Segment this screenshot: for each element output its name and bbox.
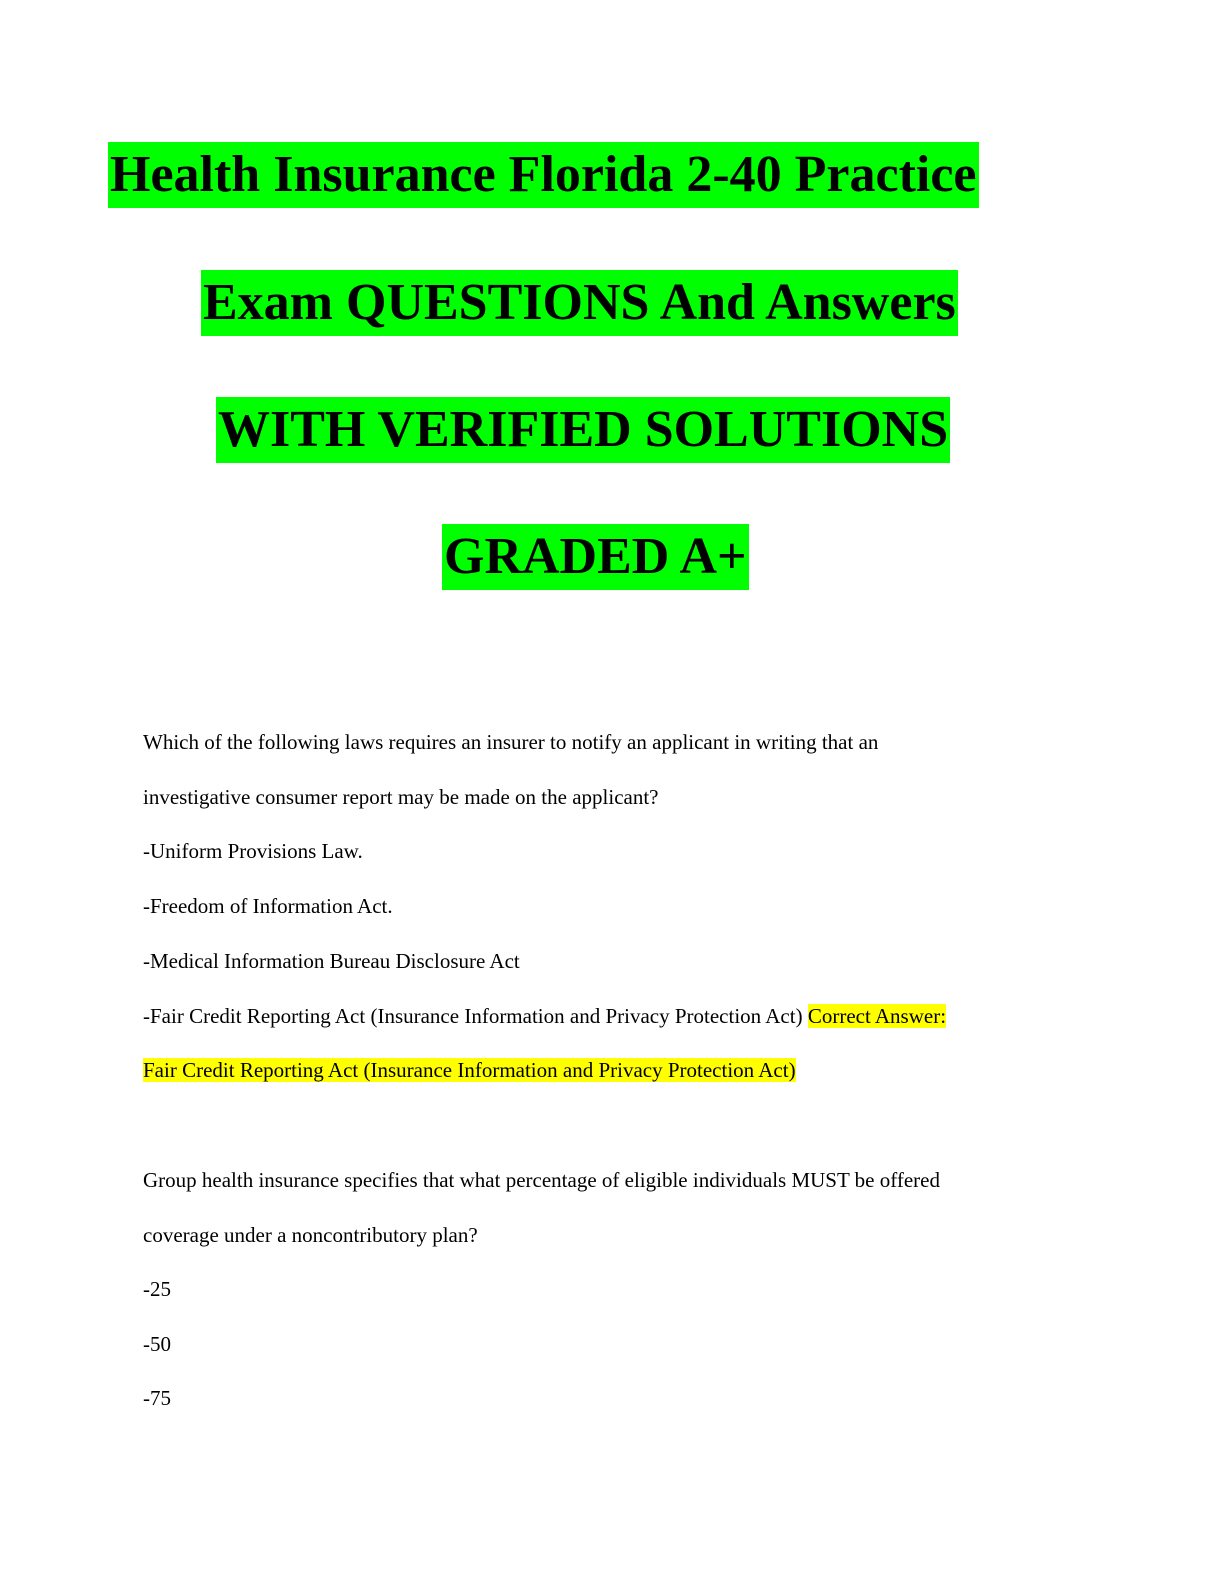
- question-2-option-2: -50: [143, 1332, 171, 1356]
- question-2-text-line-2: coverage under a noncontributory plan?: [143, 1223, 478, 1247]
- question-1-text-line-1: Which of the following laws requires an insurer to notify an applicant in writing that an: [143, 730, 879, 754]
- question-1-answer-line: [143, 1055, 796, 1085]
- question-1-text-line-2: investigative consumer report may be made on the applicant?: [143, 785, 659, 809]
- question-2-text-line-1: Group health insurance specifies that what percentage of eligible individuals MUST be offered: [143, 1168, 940, 1192]
- question-1-answer-text: Fair Credit Reporting Act (Insurance Information and Privacy Protection Act): [143, 1058, 796, 1082]
- question-2-option-1: -25: [143, 1277, 171, 1301]
- question-1-option-2: -Freedom of Information Act.: [143, 894, 393, 918]
- question-1-option-4-line: [143, 1001, 946, 1031]
- question-1-option-3: -Medical Information Bureau Disclosure Act: [143, 949, 520, 973]
- question-1-option-1: -Uniform Provisions Law.: [143, 839, 363, 863]
- document-title-line-2: Exam QUESTIONS And Answers: [201, 270, 958, 336]
- question-1-option-4: -Fair Credit Reporting Act (Insurance Information and Privacy Protection Act): [143, 1004, 803, 1028]
- document-title-line-4: GRADED A+: [442, 524, 749, 590]
- document-title-line-3: WITH VERIFIED SOLUTIONS: [216, 397, 950, 463]
- question-2-option-3: -75: [143, 1386, 171, 1410]
- question-1-answer-label: Correct Answer:: [807, 1004, 947, 1028]
- document-title-line-1: Health Insurance Florida 2-40 Practice: [108, 142, 979, 208]
